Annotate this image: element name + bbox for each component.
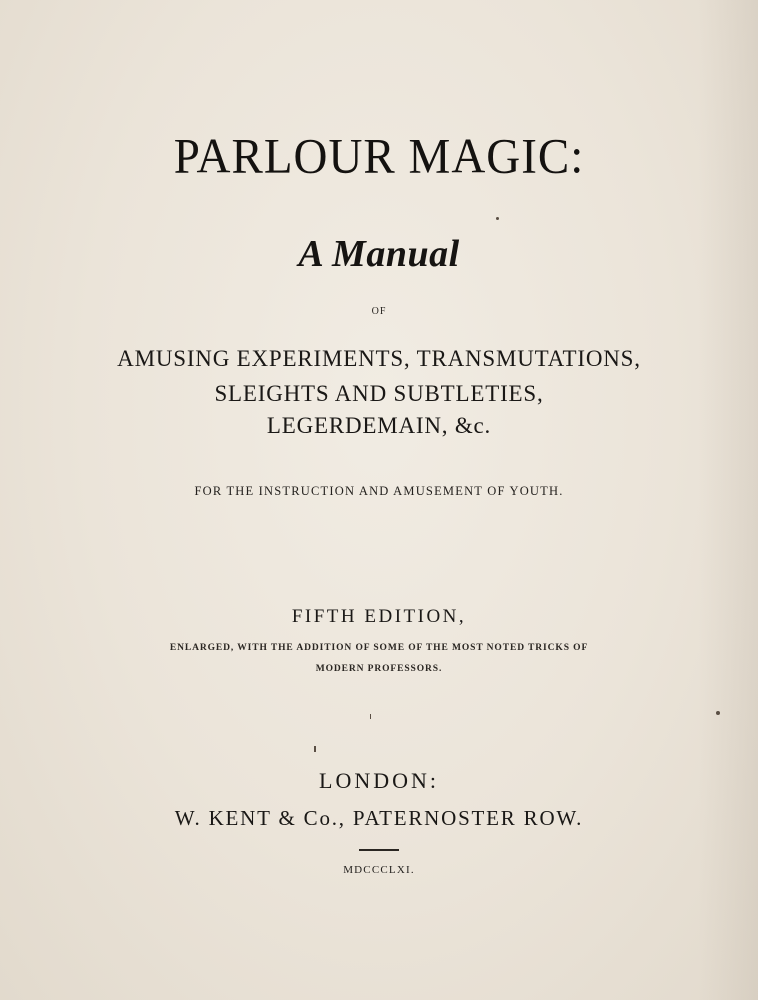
book-subtitle: A Manual [298, 233, 460, 275]
imprint-date: MDCCCLXI. [343, 864, 415, 876]
paper-speck [370, 714, 371, 719]
edition-note-line-1: ENLARGED, WITH THE ADDITION OF SOME OF THE MOST NOTED TRICKS OF [169, 643, 589, 653]
book-title: PARLOUR MAGIC: [173, 129, 585, 185]
edition-heading: FIFTH EDITION, [291, 606, 467, 627]
paper-speck [496, 217, 499, 220]
paper-speck [716, 711, 720, 715]
contents-line-2: SLEIGHTS AND SUBTLETIES, [214, 381, 544, 406]
short-rule-divider [359, 849, 399, 851]
edition-note-line-2: MODERN PROFESSORS. [315, 664, 443, 674]
imprint-city: LONDON: [319, 768, 439, 793]
contents-line-1: AMUSING EXPERIMENTS, TRANSMUTATIONS, [117, 346, 641, 371]
purpose-line: FOR THE INSTRUCTION AND AMUSEMENT OF YOUTH. [194, 484, 564, 498]
paper-speck [314, 746, 316, 752]
imprint-publisher: W. KENT & Co., PATERNOSTER ROW. [174, 806, 584, 830]
contents-line-3: LEGERDEMAIN, &c. [266, 413, 492, 438]
connector-word: OF [371, 306, 387, 317]
